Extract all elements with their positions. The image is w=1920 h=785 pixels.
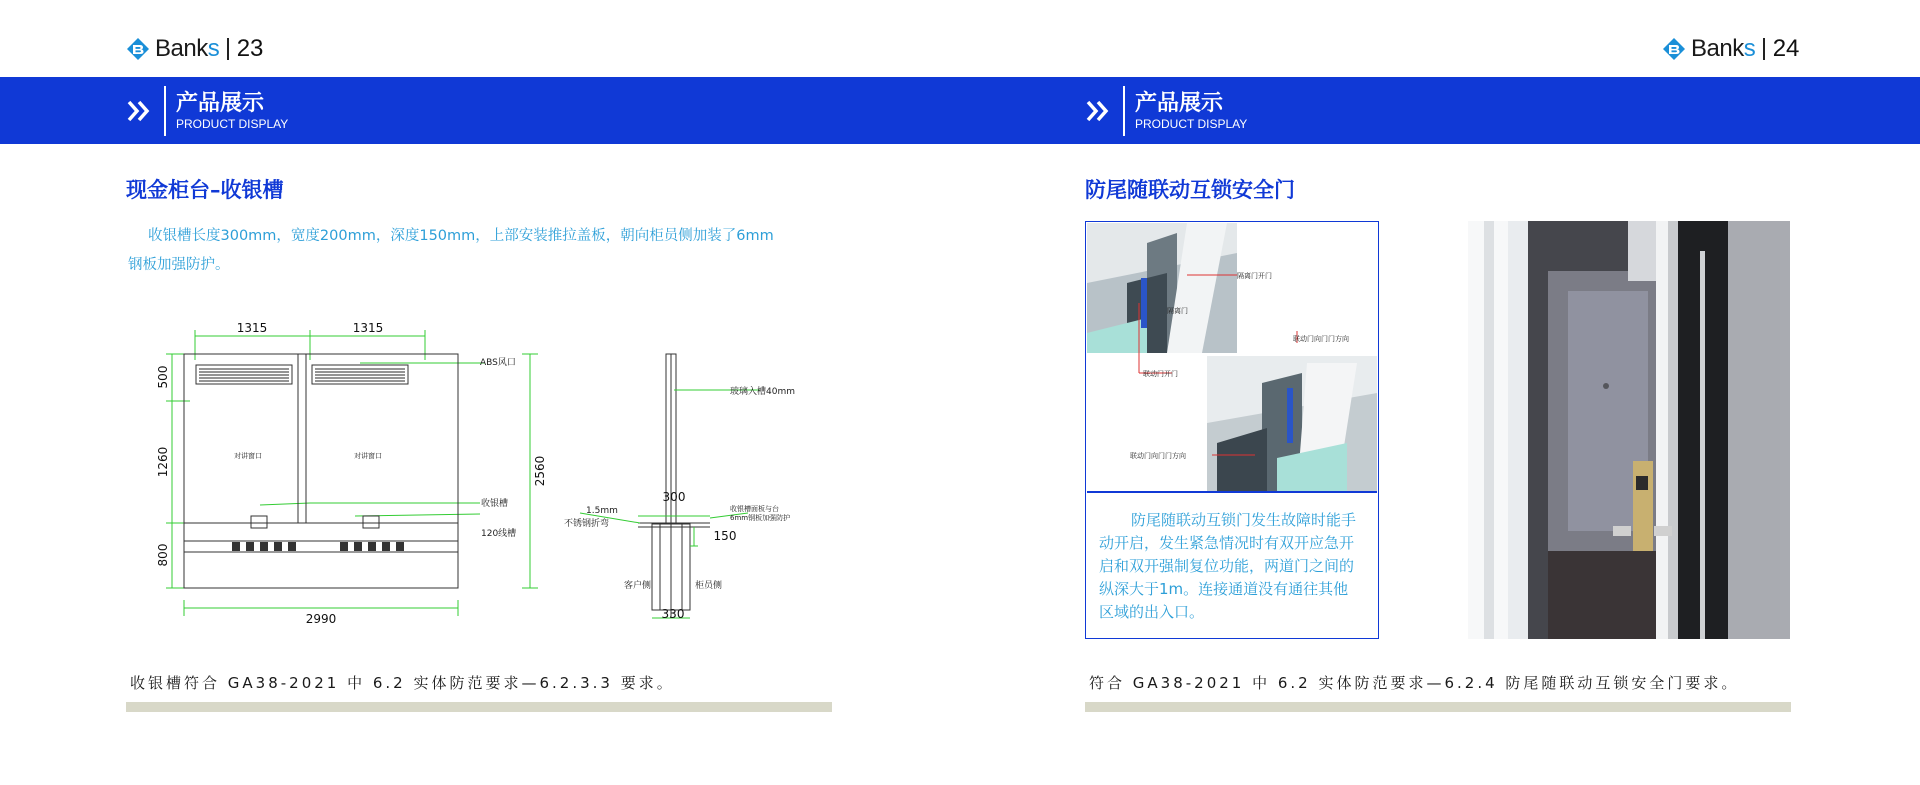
dim-label: 1315 [352, 321, 384, 335]
drawing-label: 不锈钢折弯 [564, 519, 610, 529]
description-line: 钢板加强防护。 [128, 257, 230, 273]
drawing-label: 对讲窗口 [234, 452, 262, 460]
description-line: 收银槽长度300mm，宽度200mm，深度150mm，上部安装推拉盖板，朝向柜员侧加装了6mm [148, 228, 774, 244]
logo-divider [1763, 38, 1765, 60]
render-label: 联动门开门 [1143, 370, 1178, 378]
panel-line: 纵深大于1m。连接通道没有通往其他 [1099, 580, 1349, 598]
double-chevron-icon [126, 98, 152, 124]
footnote: 收银槽符合 GA38-2021 中 6.2 实体防范要求—6.2.3.3 要求。 [130, 674, 675, 692]
panel-line: 动开启，发生紧急情况时有双开应急开 [1099, 534, 1355, 552]
footer-bar [1085, 702, 1791, 712]
page-number: 24 [1772, 35, 1800, 62]
banks-logo-icon [1662, 37, 1686, 61]
drawing-label: 对讲窗口 [354, 452, 382, 460]
render-label: 隔离门开门 [1237, 272, 1272, 280]
security-door-render [1087, 223, 1377, 491]
page-heading: 现金柜台–收银槽 [126, 177, 284, 202]
drawing-label: 120线槽 [481, 529, 517, 539]
banks-logo-icon [126, 37, 150, 61]
section-title: 产品展示 PRODUCT DISPLAY [1135, 90, 1248, 131]
dim-label: 150 [713, 529, 737, 543]
panel-line: 启和双开强制复位功能，两道门之间的 [1099, 557, 1355, 575]
panel-line: 防尾随联动互锁门发生故障时能手 [1131, 511, 1357, 529]
panel-divider [1087, 491, 1377, 493]
dim-label: 300 [662, 490, 686, 504]
dim-label: 330 [661, 607, 685, 621]
render-label: 联动门向门门方向 [1293, 335, 1349, 343]
header-divider [1123, 86, 1125, 136]
drawing-label: 1.5mm [586, 506, 618, 516]
drawing-label: 收银槽 [481, 499, 509, 509]
right-logo [1662, 36, 1799, 62]
drawing-label: 收银槽面板与台 [730, 505, 779, 513]
panel-description [1099, 509, 1369, 624]
page-number: 23 [236, 35, 264, 62]
brand-name: Banks [155, 35, 220, 62]
section-header-left [126, 77, 288, 144]
drawing-label: 柜员侧 [695, 581, 723, 591]
drawing-label: ABS风口 [480, 358, 516, 368]
description [128, 222, 848, 280]
double-chevron-icon [1085, 98, 1111, 124]
left-logo [126, 36, 263, 62]
dim-label: 500 [156, 365, 170, 389]
logo-divider [227, 38, 229, 60]
render-label: 隔离门 [1167, 307, 1188, 315]
header-divider [164, 86, 166, 136]
footer-bar [126, 702, 832, 712]
dim-label: 2990 [305, 612, 337, 626]
section-header-right [1085, 77, 1247, 144]
drawing-label: 玻璃入槽40mm [730, 387, 795, 397]
panel-line: 区域的出入口。 [1099, 603, 1205, 621]
dim-label: 1315 [236, 321, 268, 335]
page-heading: 防尾随联动互锁安全门 [1085, 177, 1295, 202]
section-title: 产品展示 PRODUCT DISPLAY [176, 90, 289, 131]
security-door-photo [1468, 221, 1790, 639]
drawing-label: 客户侧 [624, 581, 652, 591]
dim-label: 2560 [533, 455, 547, 487]
cash-counter-drawing [150, 318, 830, 628]
dim-label: 800 [156, 543, 170, 567]
drawing-label: 6mm钢板加强防护 [730, 514, 791, 522]
dim-label: 1260 [156, 446, 170, 478]
footnote: 符合 GA38-2021 中 6.2 实体防范要求—6.2.4 防尾随联动互锁安全门要求。 [1089, 674, 1740, 692]
render-label: 联动门向门门方向 [1130, 452, 1186, 460]
brand-name: Banks [1691, 35, 1756, 62]
